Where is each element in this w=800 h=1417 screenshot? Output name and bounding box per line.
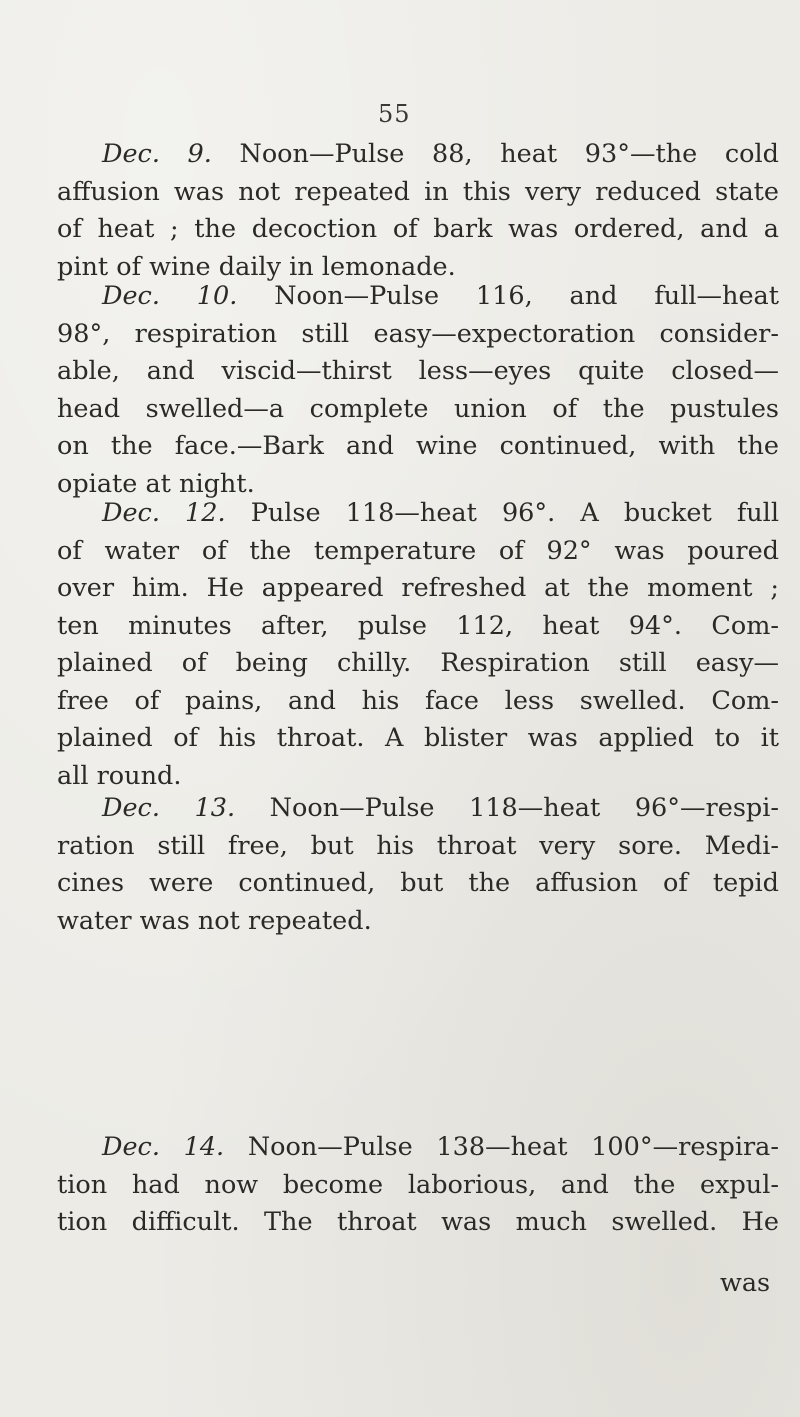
- entry-line: of heat ; the decoction of bark was ordered, and a: [57, 214, 779, 244]
- entry-line: tion had now become laborious, and the expul-: [57, 1169, 779, 1200]
- entry-dec-13: [57, 790, 779, 940]
- entry-text: Noon—Pulse 118—heat 96°—respi-: [235, 793, 779, 823]
- entry-line: pint of wine daily in lemonade.: [57, 251, 456, 282]
- entry-date: Dec. 10.: [102, 281, 238, 311]
- entry-line: ten minutes after, pulse 112, heat 94°. Com-: [57, 610, 779, 641]
- entry-line: plained of his throat. A blister was applied to it: [57, 723, 779, 753]
- entry-date: Dec. 12.: [102, 498, 226, 528]
- entry-line: head swelled—a complete union of the pustules: [57, 393, 779, 424]
- entry-dec-12: [57, 495, 779, 795]
- page-number: 55: [378, 100, 411, 128]
- entry-first-line: [57, 1129, 779, 1167]
- entry-first-line: [57, 278, 779, 316]
- entry-text: Noon—Pulse 116, and full—heat: [237, 281, 779, 311]
- entry-line: all round.: [57, 760, 182, 791]
- entry-first-line: [57, 790, 779, 828]
- entry-line: plained of being chilly. Respiration still easy—: [57, 648, 779, 678]
- entry-first-line: [57, 136, 779, 174]
- entry-text: Noon—Pulse 88, heat 93°—the cold: [211, 139, 779, 169]
- entry-line: water was not repeated.: [57, 905, 372, 936]
- entry-line: ration still free, but his throat very sore. Medi-: [57, 830, 779, 861]
- entry-date: Dec. 9.: [102, 139, 212, 169]
- entry-line: over him. He appeared refreshed at the moment ;: [57, 573, 779, 603]
- entry-dec-9: [57, 136, 779, 286]
- entry-text: Noon—Pulse 138—heat 100°—respira-: [224, 1132, 779, 1162]
- entry-line: 98°, respiration still easy—expectoration consider-: [57, 318, 779, 349]
- entry-line: able, and viscid—thirst less—eyes quite closed—: [57, 356, 779, 386]
- entry-dec-14: [57, 1129, 779, 1242]
- entry-line: of water of the temperature of 92° was poured: [57, 535, 779, 566]
- entry-date: Dec. 13.: [102, 793, 236, 823]
- entry-line: tion difficult. The throat was much swelled. He: [57, 1207, 779, 1237]
- entry-line: affusion was not repeated in this very reduced state: [57, 176, 779, 207]
- entry-text: Pulse 118—heat 96°. A bucket full: [225, 498, 779, 528]
- entry-line: cines were continued, but the affusion of tepid: [57, 868, 779, 898]
- entry-date: Dec. 14.: [102, 1132, 225, 1162]
- entry-first-line: [57, 495, 779, 533]
- catchword: was: [720, 1268, 771, 1298]
- entry-dec-10: [57, 278, 779, 503]
- entry-line: free of pains, and his face less swelled. Com-: [57, 685, 779, 716]
- entry-line: on the face.—Bark and wine continued, with the: [57, 431, 779, 461]
- entry-line: opiate at night.: [57, 468, 255, 499]
